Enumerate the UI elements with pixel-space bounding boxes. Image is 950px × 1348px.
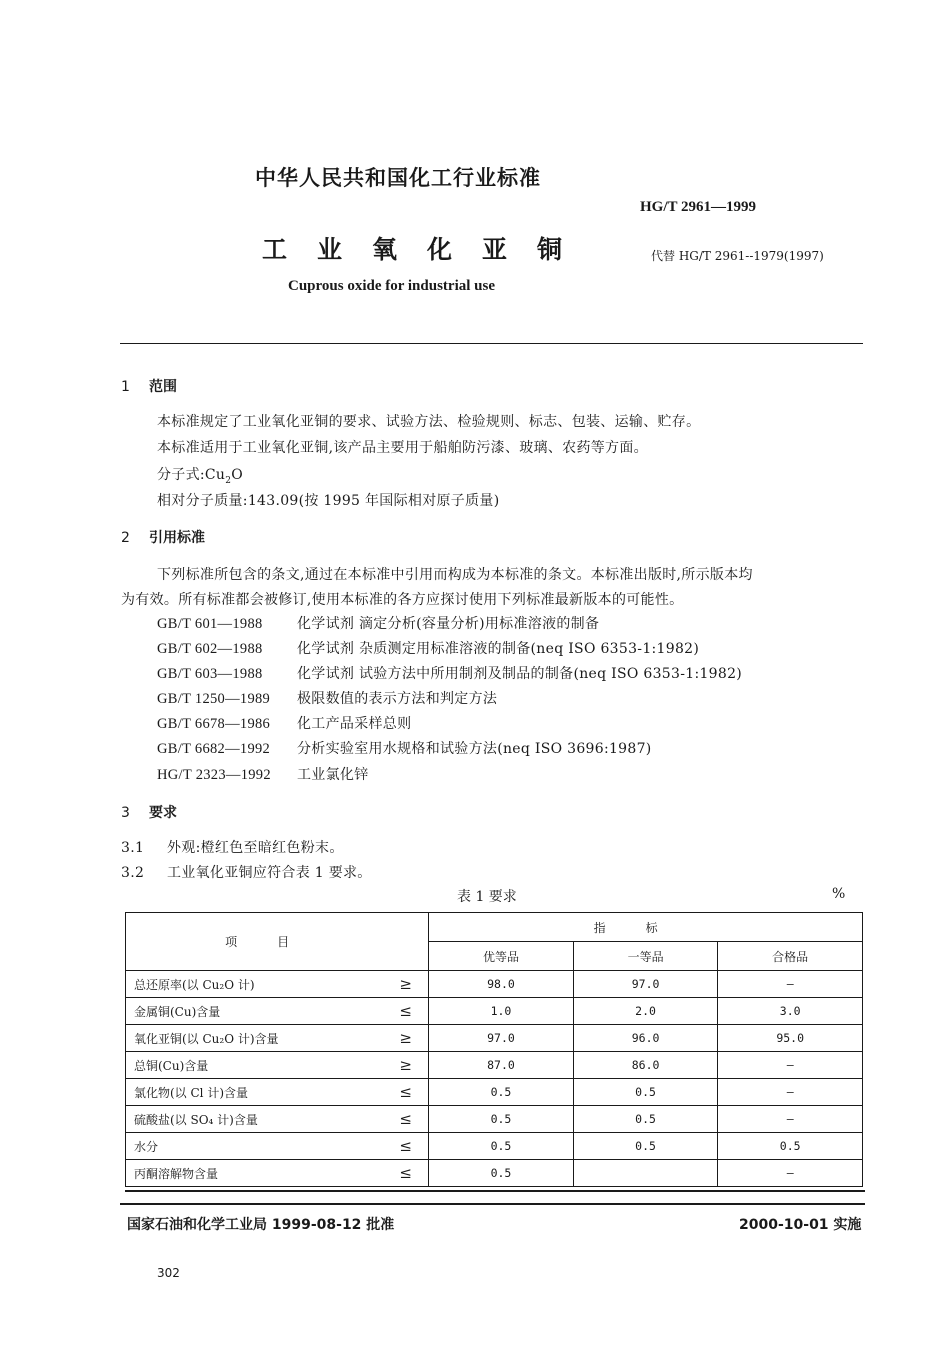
column-header-item: 项目 <box>126 913 429 971</box>
molecular-mass: 相对分子质量:143.09(按 1995 年国际相对原子质量) <box>157 493 500 509</box>
reference-title: 化学试剂 试验方法中所用制剂及制品的制备(neq ISO 6353-1:1982) <box>297 666 743 682</box>
table-row <box>126 1025 863 1052</box>
reference-title: 化学试剂 杂质测定用标准溶液的制备(neq ISO 6353-1:1982) <box>297 641 700 657</box>
cell-value: 98.0 <box>429 971 574 998</box>
table-row <box>126 998 863 1025</box>
section-2-heading <box>121 527 205 547</box>
section-1-heading <box>121 376 177 396</box>
row-item: 金属铜(Cu)含量 <box>126 998 384 1025</box>
cell-value: 97.0 <box>429 1025 574 1052</box>
row-operator: ≤ <box>383 998 428 1025</box>
row-operator: ≤ <box>383 1106 428 1133</box>
formula-subscript: 2 <box>225 475 232 486</box>
row-operator: ≥ <box>383 1052 428 1079</box>
reference-code: GB/T 601—1988 <box>157 616 263 632</box>
org-title: 中华人民共和国化工行业标准 <box>255 166 541 190</box>
cell-value: 0.5 <box>429 1160 574 1187</box>
clause-text: 外观:橙红色至暗红色粉末。 <box>167 840 344 856</box>
header-divider <box>120 343 863 344</box>
clause-text: 工业氧化亚铜应符合表 1 要求。 <box>167 865 372 881</box>
cell-value: 0.5 <box>429 1079 574 1106</box>
reference-code: GB/T 6682—1992 <box>157 741 271 757</box>
table-row <box>126 971 863 998</box>
reference-item <box>157 738 652 758</box>
clause-number: 3.1 <box>121 840 145 856</box>
cell-value: — <box>718 1106 863 1133</box>
section-number: 1 <box>121 379 130 395</box>
row-operator: ≤ <box>383 1133 428 1160</box>
section-title: 范围 <box>149 379 177 395</box>
effective-date: 2000-10-01 实施 <box>739 1217 862 1233</box>
table-caption: 表 1 要求 <box>457 889 517 905</box>
table-row <box>126 1079 863 1106</box>
row-operator: ≤ <box>383 1160 428 1187</box>
cell-value: — <box>718 1052 863 1079</box>
cell-value: — <box>718 1160 863 1187</box>
column-header-grade: 合格品 <box>718 942 863 971</box>
row-item: 氧化亚铜(以 Cu₂O 计)含量 <box>126 1025 384 1052</box>
section-number: 3 <box>121 805 130 821</box>
clause-3-2 <box>121 862 372 882</box>
reference-title: 极限数值的表示方法和判定方法 <box>297 691 498 707</box>
reference-item <box>157 713 411 733</box>
table-unit: % <box>832 886 846 902</box>
footer-divider <box>120 1203 865 1205</box>
row-item: 硫酸盐(以 SO₄ 计)含量 <box>126 1106 384 1133</box>
cell-value: 87.0 <box>429 1052 574 1079</box>
table-row <box>126 1052 863 1079</box>
cell-value: 0.5 <box>573 1106 718 1133</box>
approval-note: 国家石油和化学工业局 1999-08-12 批准 <box>127 1217 395 1233</box>
paragraph: 为有效。所有标准都会被修订,使用本标准的各方应探讨使用下列标准最新版本的可能性。 <box>121 592 684 608</box>
table-row <box>126 1133 863 1160</box>
row-operator: ≥ <box>383 1025 428 1052</box>
reference-title: 化学试剂 滴定分析(容量分析)用标准溶液的制备 <box>297 616 600 632</box>
column-header-index: 指标 <box>429 913 863 942</box>
reference-item <box>157 638 699 658</box>
molecular-formula <box>157 464 243 486</box>
cell-value: 3.0 <box>718 998 863 1025</box>
document-title: 工业氧化亚铜 <box>262 235 593 264</box>
cell-value: — <box>718 1079 863 1106</box>
table-header-row <box>126 913 863 942</box>
section-title: 要求 <box>149 805 177 821</box>
reference-code: GB/T 602—1988 <box>157 641 263 657</box>
cell-value: 0.5 <box>573 1133 718 1160</box>
reference-code: HG/T 2323—1992 <box>157 767 271 783</box>
table-row <box>126 1160 863 1187</box>
reference-item <box>157 764 369 784</box>
column-header-grade: 优等品 <box>429 942 574 971</box>
reference-code: GB/T 6678—1986 <box>157 716 271 732</box>
cell-value: 0.5 <box>429 1106 574 1133</box>
page-number: 302 <box>157 1266 180 1280</box>
table-row <box>126 1106 863 1133</box>
formula-label: 分子式: <box>157 467 205 483</box>
section-3-heading <box>121 802 177 822</box>
cell-value: 97.0 <box>573 971 718 998</box>
reference-code: GB/T 603—1988 <box>157 666 263 682</box>
formula-element: O <box>231 467 244 483</box>
english-title: Cuprous oxide for industrial use <box>288 278 495 294</box>
reference-item <box>157 663 742 683</box>
cell-value: 95.0 <box>718 1025 863 1052</box>
cell-value: 0.5 <box>429 1133 574 1160</box>
clause-number: 3.2 <box>121 865 145 881</box>
cell-value: 96.0 <box>573 1025 718 1052</box>
cell-value <box>573 1160 718 1187</box>
row-item: 丙酮溶解物含量 <box>126 1160 384 1187</box>
reference-code: GB/T 1250—1989 <box>157 691 271 707</box>
row-item: 总还原率(以 Cu₂O 计) <box>126 971 384 998</box>
cell-value: 2.0 <box>573 998 718 1025</box>
section-number: 2 <box>121 530 130 546</box>
paragraph: 本标准适用于工业氧化亚铜,该产品主要用于船舶防污漆、玻璃、农药等方面。 <box>157 440 648 456</box>
paragraph: 本标准规定了工业氧化亚铜的要求、试验方法、检验规则、标志、包装、运输、贮存。 <box>157 414 701 430</box>
cell-value: — <box>718 971 863 998</box>
table-bottom-rule <box>125 1190 865 1192</box>
standard-number: HG/T 2961—1999 <box>640 199 756 215</box>
cell-value: 86.0 <box>573 1052 718 1079</box>
row-item: 水分 <box>126 1133 384 1160</box>
row-item: 总铜(Cu)含量 <box>126 1052 384 1079</box>
cell-value: 1.0 <box>429 998 574 1025</box>
row-item: 氯化物(以 Cl 计)含量 <box>126 1079 384 1106</box>
clause-3-1 <box>121 837 344 857</box>
reference-title: 化工产品采样总则 <box>297 716 412 732</box>
requirements-table <box>125 912 863 1187</box>
cell-value: 0.5 <box>718 1133 863 1160</box>
reference-item <box>157 613 599 633</box>
column-header-grade: 一等品 <box>573 942 718 971</box>
row-operator: ≤ <box>383 1079 428 1106</box>
formula-element: Cu <box>204 467 226 483</box>
cell-value: 0.5 <box>573 1079 718 1106</box>
reference-item <box>157 688 497 708</box>
reference-title: 工业氯化锌 <box>297 767 369 783</box>
replaces-note: 代替 HG/T 2961--1979(1997) <box>651 249 824 263</box>
reference-title: 分析实验室用水规格和试验方法(neq ISO 3696:1987) <box>297 741 652 757</box>
section-title: 引用标准 <box>149 530 205 546</box>
row-operator: ≥ <box>383 971 428 998</box>
paragraph: 下列标准所包含的条文,通过在本标准中引用而构成为本标准的条文。本标准出版时,所示版本均 <box>157 567 753 583</box>
